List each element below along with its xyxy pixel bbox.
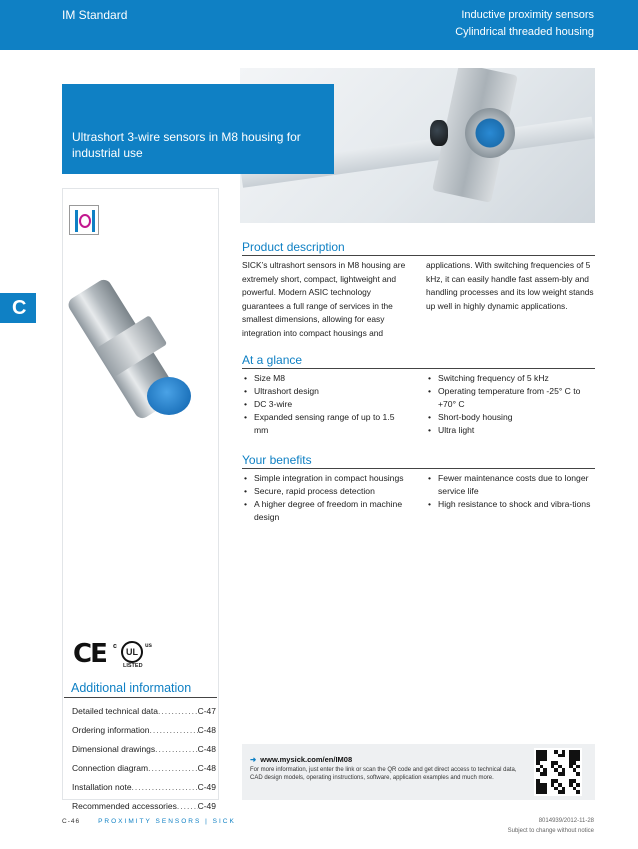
info-link-dimensional-drawings[interactable]: Dimensional drawings ..... C-48: [72, 740, 216, 759]
product-description-section: [242, 240, 595, 340]
inductive-sensor-icon: [69, 205, 99, 235]
product-description-col-1: SICK’s ultrashort sensors in M8 housing are extremely short, compact, lightweight and powerful. Modern ASIC technology guarantees a full range of services in the smallest dimensions, allowing for easy integration into compact housings and: [242, 260, 406, 338]
category-label: [455, 7, 594, 41]
additional-information-list: [63, 698, 218, 816]
category-line-2: Cylindrical threaded housing: [455, 26, 594, 38]
ul-listed-label: LISTED: [123, 663, 143, 669]
info-link-recommended-accessories[interactable]: Recommended accessories ..... C-49: [72, 797, 216, 816]
arrow-right-icon: ➜: [250, 755, 257, 764]
product-description-col-2: applications. With switching frequencies of 5 kHz, it can easily handle fast assem-bly and handling processes and its low weight stands up well in highly dynamic applications.: [426, 260, 594, 311]
info-link-connection-diagram[interactable]: Connection diagram ..... C-48: [72, 759, 216, 778]
list-item: • DC 3-wire: [242, 398, 411, 411]
section-tab: C: [0, 293, 36, 323]
footer-right: [508, 816, 594, 836]
additional-information: [63, 681, 218, 816]
hero-screw: [430, 120, 448, 146]
document-number: 8014939/2012-11-28: [538, 818, 594, 824]
your-benefits-col-2: [426, 472, 595, 524]
list-item: • Ultrashort design: [242, 385, 411, 398]
your-benefits-section: [242, 453, 595, 524]
header-band: [0, 0, 638, 50]
info-link-ordering-information[interactable]: Ordering information ..... C-48: [72, 721, 216, 740]
list-item: • Simple integration in compact housings: [242, 472, 411, 485]
sensor-photo: [71, 267, 211, 427]
ul-c-label: c: [113, 643, 117, 650]
list-item: • Operating temperature from -25° C to +70° C: [426, 385, 595, 411]
link-box: [242, 744, 595, 800]
category-line-1: Inductive proximity sensors: [461, 9, 594, 21]
product-description-heading: Product description: [242, 240, 595, 256]
at-a-glance-section: [242, 353, 595, 437]
list-item: • Ultra light: [426, 424, 595, 437]
list-item: • Size M8: [242, 372, 411, 385]
at-a-glance-col-2: [426, 372, 595, 437]
page-title: Ultrashort 3-wire sensors in M8 housing for industrial use: [72, 130, 301, 160]
list-item: • Switching frequency of 5 kHz: [426, 372, 595, 385]
list-item: • Fewer maintenance costs due to longer service life: [426, 472, 595, 498]
change-notice: Subject to change without notice: [507, 828, 594, 834]
additional-information-heading: Additional information: [64, 681, 217, 698]
list-item: • High resistance to shock and vibra-tions: [426, 498, 595, 511]
page-number: C-46: [62, 818, 81, 825]
series-name: IM Standard: [62, 8, 128, 22]
qr-code-icon[interactable]: [534, 748, 582, 796]
title-box: [62, 84, 334, 174]
ce-mark-icon: CE: [73, 639, 106, 669]
ul-us-label: us: [145, 643, 153, 649]
link-box-text: For more information, just enter the link or scan the QR code and get direct access to technical data, CAD design models, operating instructions, software, application examples and much more.: [250, 767, 517, 781]
list-item: • Secure, rapid process detection: [242, 485, 411, 498]
at-a-glance-col-1: [242, 372, 411, 437]
at-a-glance-heading: At a glance: [242, 353, 595, 369]
product-column: [62, 188, 219, 811]
list-item: • Short-body housing: [426, 411, 595, 424]
footer-left: [62, 818, 236, 825]
list-item: • Expanded sensing range of up to 1.5 mm: [242, 411, 411, 437]
info-link-installation-note[interactable]: Installation note ..... C-49: [72, 778, 216, 797]
list-item: • A higher degree of freedom in machine design: [242, 498, 411, 524]
product-link[interactable]: ➜ www.mysick.com/en/IM08: [250, 755, 353, 764]
info-link-technical-data[interactable]: Detailed technical data ..... C-47: [72, 702, 216, 721]
your-benefits-heading: Your benefits: [242, 453, 595, 469]
ul-mark-icon: UL: [121, 641, 143, 663]
hero-sensor-face: [465, 108, 515, 158]
footer-brand: PROXIMITY SENSORS | SICK: [98, 818, 236, 825]
your-benefits-col-1: [242, 472, 411, 524]
sensor-face: [147, 377, 191, 415]
